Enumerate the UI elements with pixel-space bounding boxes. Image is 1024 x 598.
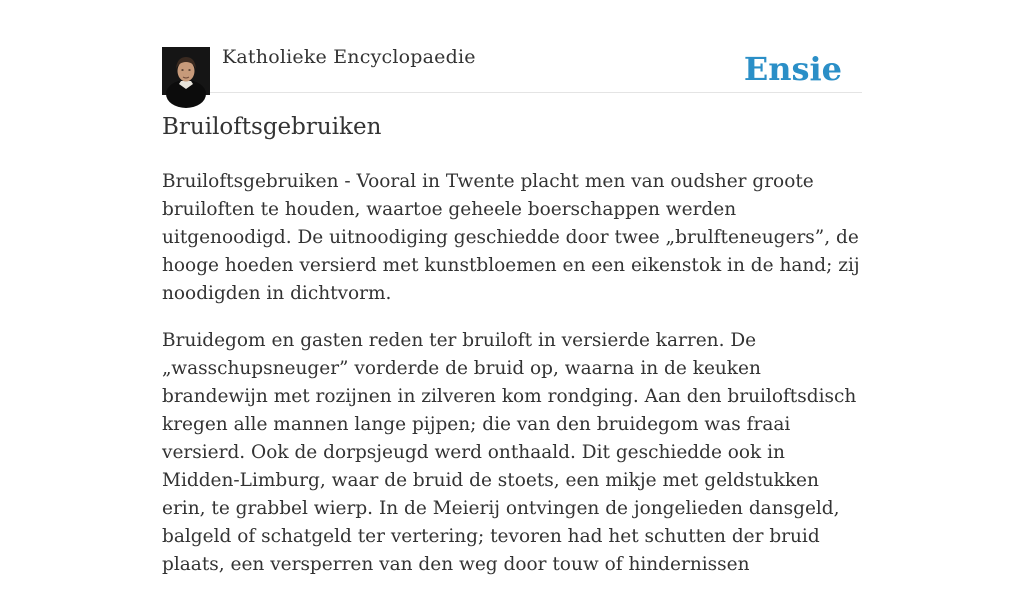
article-paragraph: Bruiloftsgebruiken - Vooral in Twente placht men van oudsher groote bruiloften te houden, waartoe geheele boerschappen werden uitgenoodigd. De uitnoodiging geschiedde door twee „brulfteneugers”, de hooge hoeden versierd met kunstbloemen en een eikenstok in de hand; zij noodigden in dichtvorm. [162, 171, 860, 304]
article-body [162, 168, 868, 598]
source-name[interactable]: Katholieke Encyclopaedie [222, 46, 476, 68]
article-paragraph: Bruidegom en gasten reden ter bruiloft in versierde karren. De „wasschupsneuger” vorderde de bruid op, waarna in de keuken brandewijn met rozijnen in zilveren kom rondging. Aan den bruiloftsdisch kregen alle mannen lange pijpen; die van den bruidegom was fraai versierd. Ook de dorpsjeugd werd onthaald. Dit geschiedde ook in Midden-Limburg, waar de bruid de stoets, een mikje met geldstukken erin, te grabbel wierp. In de Meierij ontvingen de jongelieden dansgeld, balgeld of schatgeld ter vertering; tevoren had het schutten der bruid plaats, een versperren van den weg door touw of hindernissen [162, 330, 857, 575]
header [162, 46, 862, 93]
article-title: Bruiloftsgebruiken [162, 114, 382, 140]
portrait-icon [162, 47, 210, 95]
brand-logo[interactable]: Ensie [743, 50, 842, 88]
avatar[interactable] [162, 47, 210, 95]
